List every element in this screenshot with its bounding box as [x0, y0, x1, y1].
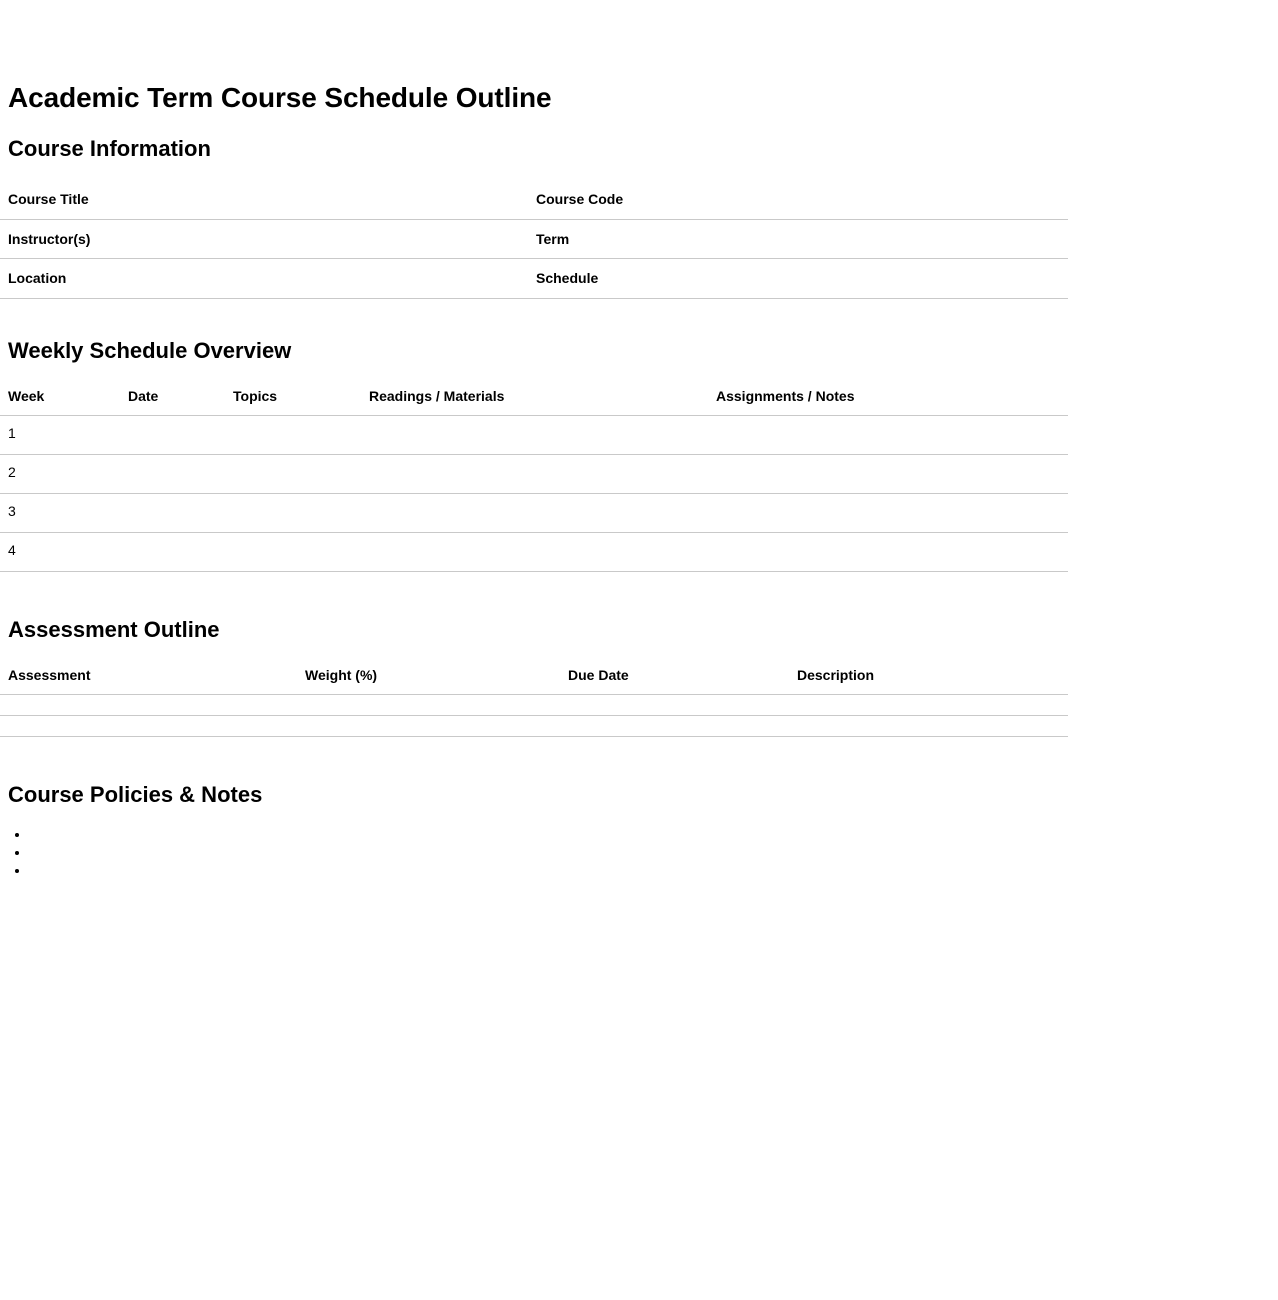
assessment-weight[interactable] — [297, 715, 560, 736]
table-row — [0, 493, 1068, 532]
week-date[interactable] — [120, 532, 225, 571]
weekly-schedule-table — [0, 388, 1068, 572]
course-title-value[interactable] — [264, 180, 528, 219]
assessment-outline-heading: Assessment Outline — [8, 617, 220, 642]
section-assessment-outline — [0, 617, 1068, 737]
course-policies-heading: Course Policies & Notes — [8, 782, 263, 807]
course-title-label: Course Title — [0, 180, 264, 219]
column-header-description: Description — [789, 667, 1068, 694]
assessment-due-date[interactable] — [560, 715, 789, 736]
table-row — [0, 715, 1068, 736]
page-title: Academic Term Course Schedule Outline — [8, 82, 552, 113]
course-information-heading: Course Information — [8, 136, 211, 161]
column-header-assessment: Assessment — [0, 667, 297, 694]
schedule-label: Schedule — [528, 259, 798, 299]
section-weekly-schedule — [0, 338, 1068, 572]
assessment-name[interactable] — [0, 715, 297, 736]
week-topics[interactable] — [225, 454, 361, 493]
column-header-due-date: Due Date — [560, 667, 789, 694]
location-value[interactable] — [264, 259, 528, 299]
week-number: 4 — [0, 532, 120, 571]
schedule-value[interactable] — [798, 259, 1068, 299]
course-code-value[interactable] — [798, 180, 1068, 219]
week-number: 3 — [0, 493, 120, 532]
table-row — [0, 180, 1068, 219]
week-readings[interactable] — [361, 454, 708, 493]
table-header-row — [0, 388, 1068, 415]
location-label: Location — [0, 259, 264, 299]
week-assignments[interactable] — [708, 493, 1068, 532]
week-readings[interactable] — [361, 415, 708, 454]
week-number: 2 — [0, 454, 120, 493]
list-item[interactable] — [30, 861, 1068, 879]
column-header-readings: Readings / Materials — [361, 388, 708, 415]
table-row — [0, 415, 1068, 454]
column-header-assignments: Assignments / Notes — [708, 388, 1068, 415]
week-topics[interactable] — [225, 415, 361, 454]
list-item[interactable] — [30, 843, 1068, 861]
column-header-date: Date — [120, 388, 225, 415]
term-value[interactable] — [798, 219, 1068, 259]
assessment-name[interactable] — [0, 694, 297, 715]
course-code-label: Course Code — [528, 180, 798, 219]
assessment-weight[interactable] — [297, 694, 560, 715]
week-assignments[interactable] — [708, 415, 1068, 454]
week-topics[interactable] — [225, 532, 361, 571]
assessment-description[interactable] — [789, 694, 1068, 715]
table-row — [0, 219, 1068, 259]
week-assignments[interactable] — [708, 454, 1068, 493]
table-row — [0, 694, 1068, 715]
week-date[interactable] — [120, 454, 225, 493]
assessment-outline-table — [0, 667, 1068, 737]
instructors-label: Instructor(s) — [0, 219, 264, 259]
instructors-value[interactable] — [264, 219, 528, 259]
week-number: 1 — [0, 415, 120, 454]
column-header-week: Week — [0, 388, 120, 415]
list-item[interactable] — [30, 825, 1068, 843]
week-date[interactable] — [120, 493, 225, 532]
column-header-topics: Topics — [225, 388, 361, 415]
week-assignments[interactable] — [708, 532, 1068, 571]
assessment-due-date[interactable] — [560, 694, 789, 715]
week-date[interactable] — [120, 415, 225, 454]
course-information-table — [0, 180, 1068, 299]
week-readings[interactable] — [361, 532, 708, 571]
course-policies-list — [0, 825, 1068, 879]
assessment-description[interactable] — [789, 715, 1068, 736]
table-header-row — [0, 667, 1068, 694]
section-course-policies — [0, 782, 1068, 879]
week-readings[interactable] — [361, 493, 708, 532]
section-course-information — [0, 136, 1068, 299]
table-row — [0, 259, 1068, 299]
column-header-weight: Weight (%) — [297, 667, 560, 694]
week-topics[interactable] — [225, 493, 361, 532]
table-row — [0, 454, 1068, 493]
weekly-schedule-heading: Weekly Schedule Overview — [8, 338, 292, 363]
term-label: Term — [528, 219, 798, 259]
table-row — [0, 532, 1068, 571]
